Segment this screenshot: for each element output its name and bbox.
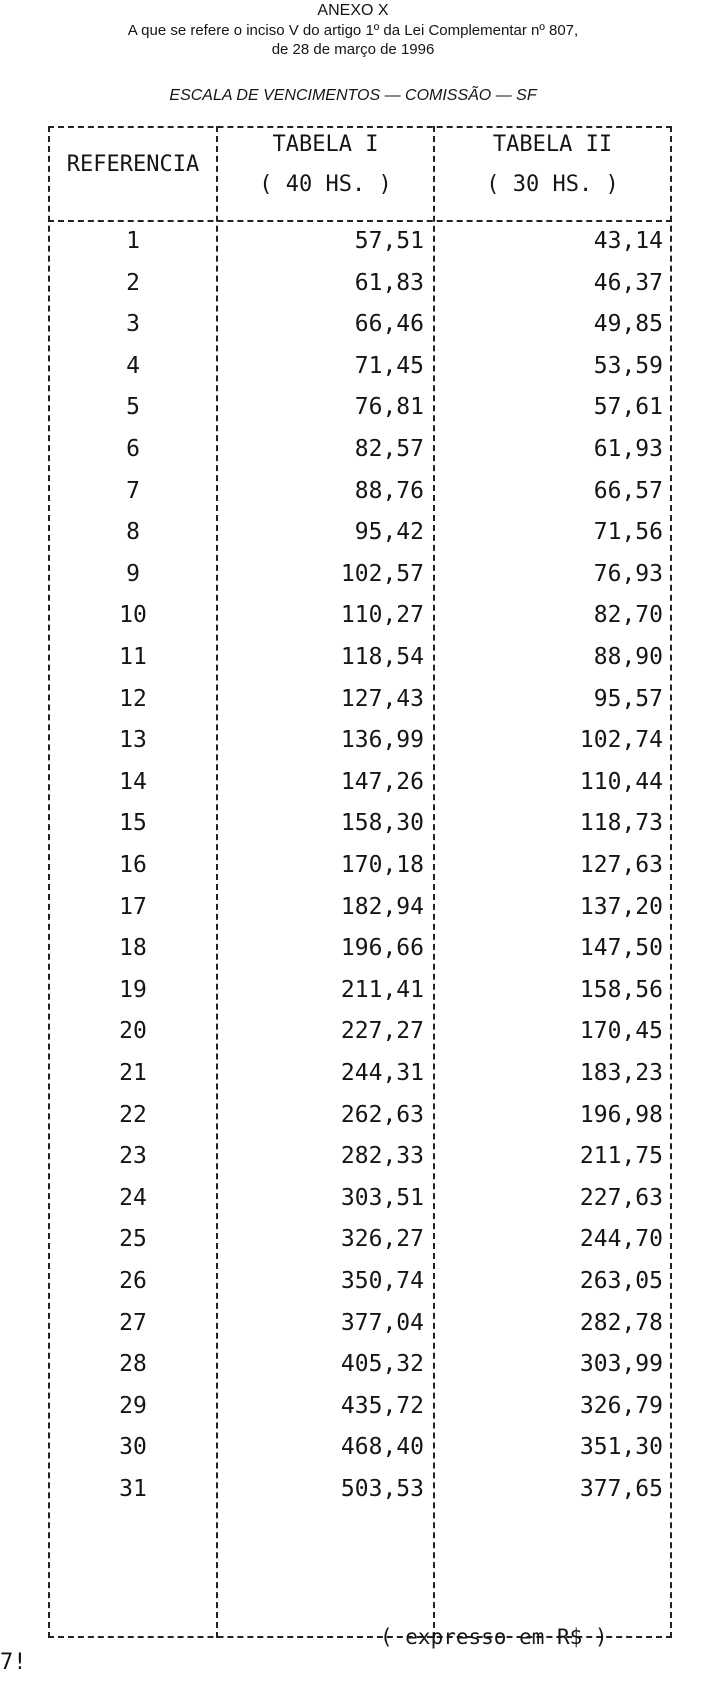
tabela-1-value: 503,53 (340, 1476, 424, 1502)
currency-note: ( expresso em R$ ) (380, 1625, 608, 1649)
tabela-2-value: 49,85 (593, 311, 663, 338)
tabela-1-value: 158,30 (340, 810, 424, 837)
tabela-2-value: 282,78 (579, 1309, 663, 1336)
tabela-1-value: 196,66 (340, 935, 424, 962)
tabela-1-value: 303,51 (340, 1184, 424, 1211)
tabela-2-value: 102,74 (579, 727, 663, 754)
tabela-2-value: 53,59 (593, 352, 663, 379)
tabela-1-value: 262,63 (340, 1101, 424, 1128)
tabela-1-value: 71,45 (354, 352, 424, 379)
reference-cell: 3 (126, 311, 140, 338)
tabela-2-value: 377,65 (579, 1476, 663, 1502)
tabela-2-value: 326,79 (579, 1392, 663, 1419)
reference-cell: 28 (119, 1351, 147, 1378)
tabela-1-value: 377,04 (340, 1309, 424, 1336)
reference-cell: 15 (119, 810, 147, 837)
reference-cell: 12 (119, 685, 147, 712)
tabela-1-value: 435,72 (340, 1392, 424, 1419)
tabela-2-value: 61,93 (593, 436, 663, 462)
tabela-1-value: 170,18 (340, 852, 424, 878)
tabela-1-value: 110,27 (340, 602, 424, 629)
tabela-2-value: 137,20 (579, 893, 663, 920)
reference-cell: 4 (126, 352, 140, 379)
reference-cell: 7 (126, 477, 140, 504)
reference-cell: 9 (126, 560, 140, 587)
reference-cell: 20 (119, 1018, 147, 1045)
reference-cell: 11 (119, 644, 147, 670)
tabela-2-value: 351,30 (579, 1434, 663, 1461)
reference-cell: 17 (119, 893, 147, 920)
tabela-2-value: 118,73 (579, 810, 663, 837)
tabela-2-value: 127,63 (579, 852, 663, 878)
tabela-1-value: 127,43 (340, 685, 424, 712)
tabela-1-value: 147,26 (340, 768, 424, 795)
tabela-2-value: 82,70 (593, 602, 663, 629)
reference-cell: 2 (126, 269, 140, 296)
header-separator (48, 220, 672, 222)
annex-reference-line: A que se refere o inciso V do artigo 1º da Lei Complementar nº 807, (127, 22, 579, 39)
tabela-2-value: 244,70 (579, 1226, 663, 1253)
tabela-1-value: 57,51 (354, 228, 424, 254)
header-tabela-1-hours: ( 40 HS. ) (259, 172, 392, 197)
tabela-1-value: 66,46 (354, 311, 424, 338)
column-divider-right (670, 126, 672, 1638)
reference-cell: 23 (119, 1143, 147, 1170)
table-top-border (48, 126, 672, 128)
tabela-1-value: 468,40 (340, 1434, 424, 1461)
table-subtitle: ESCALA DE VENCIMENTOS — COMISSÃO — SF (169, 87, 537, 104)
header-tabela-1: TABELA I (272, 132, 379, 157)
tabela-2-value: 211,75 (579, 1143, 663, 1170)
tabela-1-value: 61,83 (354, 269, 424, 296)
reference-cell: 5 (126, 394, 140, 421)
tabela-2-value: 170,45 (579, 1018, 663, 1045)
annex-title: ANEXO X (317, 2, 389, 19)
reference-cell: 19 (119, 976, 147, 1003)
reference-cell: 10 (119, 602, 147, 629)
tabela-1-value: 282,33 (340, 1143, 424, 1170)
tabela-2-value: 147,50 (579, 935, 663, 962)
tabela-1-value: 326,27 (340, 1226, 424, 1253)
tabela-2-value: 66,57 (593, 477, 663, 504)
tabela-1-value: 182,94 (340, 893, 424, 920)
reference-cell: 29 (119, 1392, 147, 1419)
reference-cell: 31 (119, 1476, 147, 1502)
reference-cell: 1 (126, 228, 140, 254)
tabela-1-value: 405,32 (340, 1351, 424, 1378)
tabela-1-value: 136,99 (340, 727, 424, 754)
header-tabela-2: TABELA II (492, 132, 613, 157)
tabela-2-value: 158,56 (579, 976, 663, 1003)
reference-cell: 18 (119, 935, 147, 962)
reference-cell: 25 (119, 1226, 147, 1253)
tabela-1-value: 350,74 (340, 1268, 424, 1294)
tabela-1-value: 76,81 (354, 394, 424, 421)
header-referencia: REFERENCIA (66, 152, 200, 177)
tabela-2-value: 110,44 (579, 768, 663, 795)
salary-table (48, 120, 672, 1638)
tabela-1-value: 211,41 (340, 976, 424, 1003)
reference-cell: 22 (119, 1101, 147, 1128)
annex-date-line: de 28 de março de 1996 (271, 41, 435, 58)
reference-cell: 14 (119, 768, 147, 795)
tabela-2-value: 196,98 (579, 1101, 663, 1128)
reference-cell: 6 (126, 436, 140, 462)
tabela-1-value: 88,76 (354, 477, 424, 504)
reference-cell: 27 (119, 1309, 147, 1336)
tabela-2-value: 263,05 (579, 1268, 663, 1294)
margin-mark: 7! (0, 1650, 27, 1675)
tabela-2-value: 43,14 (593, 228, 663, 254)
tabela-2-value: 303,99 (579, 1351, 663, 1378)
reference-cell: 16 (119, 852, 147, 878)
tabela-1-value: 227,27 (340, 1018, 424, 1045)
tabela-1-value: 102,57 (340, 560, 424, 587)
reference-cell: 24 (119, 1184, 147, 1211)
tabela-2-value: 46,37 (593, 269, 663, 296)
tabela-2-value: 76,93 (593, 560, 663, 587)
tabela-2-value: 95,57 (593, 685, 663, 712)
reference-cell: 30 (119, 1434, 147, 1461)
reference-cell: 13 (119, 727, 147, 754)
tabela-2-value: 88,90 (593, 644, 663, 670)
tabela-1-value: 118,54 (340, 644, 424, 670)
tabela-1-value: 82,57 (354, 436, 424, 462)
reference-cell: 26 (119, 1268, 147, 1294)
tabela-1-value: 244,31 (340, 1060, 424, 1086)
tabela-1-value: 95,42 (354, 519, 424, 546)
tabela-2-value: 57,61 (593, 394, 663, 421)
tabela-2-value: 227,63 (579, 1184, 663, 1211)
tabela-2-value: 183,23 (579, 1060, 663, 1086)
tabela-2-value: 71,56 (593, 519, 663, 546)
reference-cell: 8 (126, 519, 140, 546)
reference-cell: 21 (119, 1060, 147, 1086)
header-tabela-2-hours: ( 30 HS. ) (486, 172, 619, 197)
